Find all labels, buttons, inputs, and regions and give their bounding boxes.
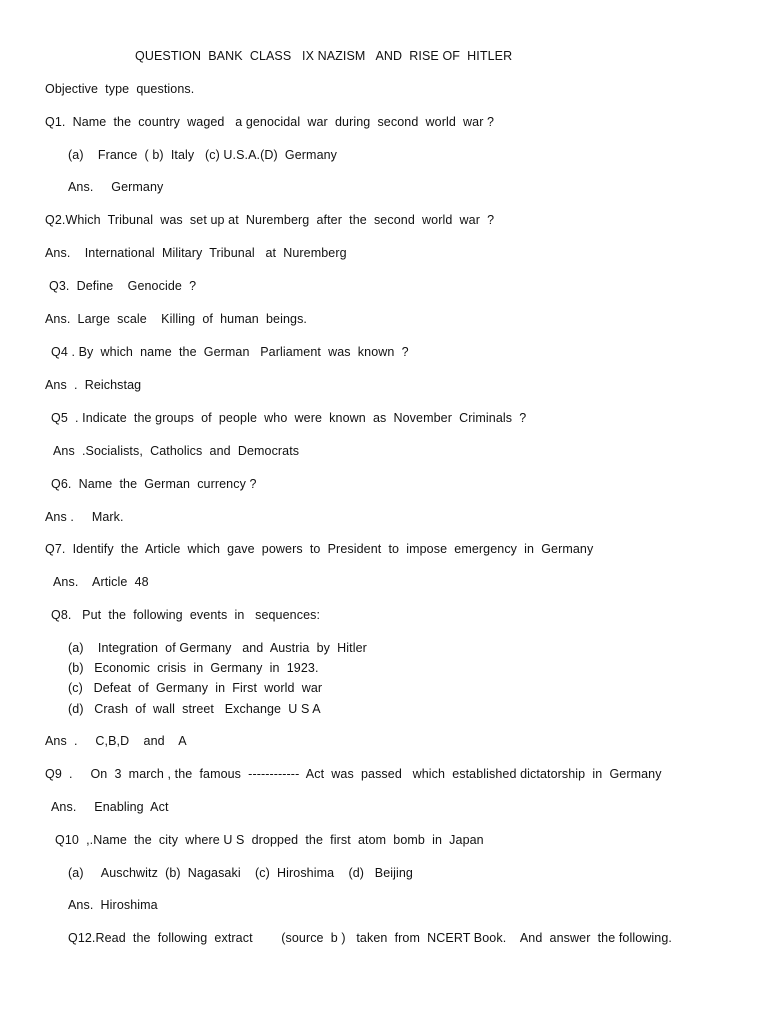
question-9: Q9 . On 3 march , the famous ------------ Act was passed which established dictatorship in Germany: [45, 767, 662, 781]
question-12: Q12.Read the following extract (source b ) taken from NCERT Book. And answer the following.: [68, 931, 672, 945]
answer-6: Ans . Mark.: [45, 510, 124, 524]
answer-4: Ans . Reichstag: [45, 378, 142, 392]
question-2: Q2.Which Tribunal was set up at Nuremberg after the second world war ?: [45, 213, 495, 227]
answer-7: Ans. Article 48: [53, 575, 149, 589]
answer-8: Ans . C,B,D and A: [45, 734, 187, 748]
question-1-options: (a) France ( b) Italy (c) U.S.A.(D) Germany: [68, 148, 338, 162]
answer-1: Ans. Germany: [68, 180, 164, 194]
answer-5: Ans .Socialists, Catholics and Democrats: [53, 444, 300, 458]
question-8-event-c: (c) Defeat of Germany in First world war: [68, 681, 323, 695]
answer-10: Ans. Hiroshima: [68, 898, 158, 912]
question-8: Q8. Put the following events in sequences:: [51, 608, 321, 622]
answer-3: Ans. Large scale Killing of human beings.: [45, 312, 307, 326]
answer-2: Ans. International Military Tribunal at Nuremberg: [45, 246, 347, 260]
document-title: QUESTION BANK CLASS IX NAZISM AND RISE OF HITLER: [135, 49, 513, 63]
section-heading: Objective type questions.: [45, 82, 195, 96]
question-4: Q4 . By which name the German Parliament was known ?: [51, 345, 409, 359]
question-7: Q7. Identify the Article which gave powers to President to impose emergency in Germany: [45, 542, 594, 556]
question-8-event-b: (b) Economic crisis in Germany in 1923.: [68, 661, 319, 675]
question-8-event-d: (d) Crash of wall street Exchange U S A: [68, 702, 321, 716]
answer-9: Ans. Enabling Act: [51, 800, 169, 814]
question-10: Q10 ,.Name the city where U S dropped the first atom bomb in Japan: [55, 833, 484, 847]
question-6: Q6. Name the German currency ?: [51, 477, 257, 491]
question-5: Q5 . Indicate the groups of people who were known as November Criminals ?: [51, 411, 527, 425]
question-3: Q3. Define Genocide ?: [49, 279, 197, 293]
question-8-event-a: (a) Integration of Germany and Austria by Hitler: [68, 641, 367, 655]
question-1: Q1. Name the country waged a genocidal war during second world war ?: [45, 115, 495, 129]
question-10-options: (a) Auschwitz (b) Nagasaki (c) Hiroshima (d) Beijing: [68, 866, 413, 880]
